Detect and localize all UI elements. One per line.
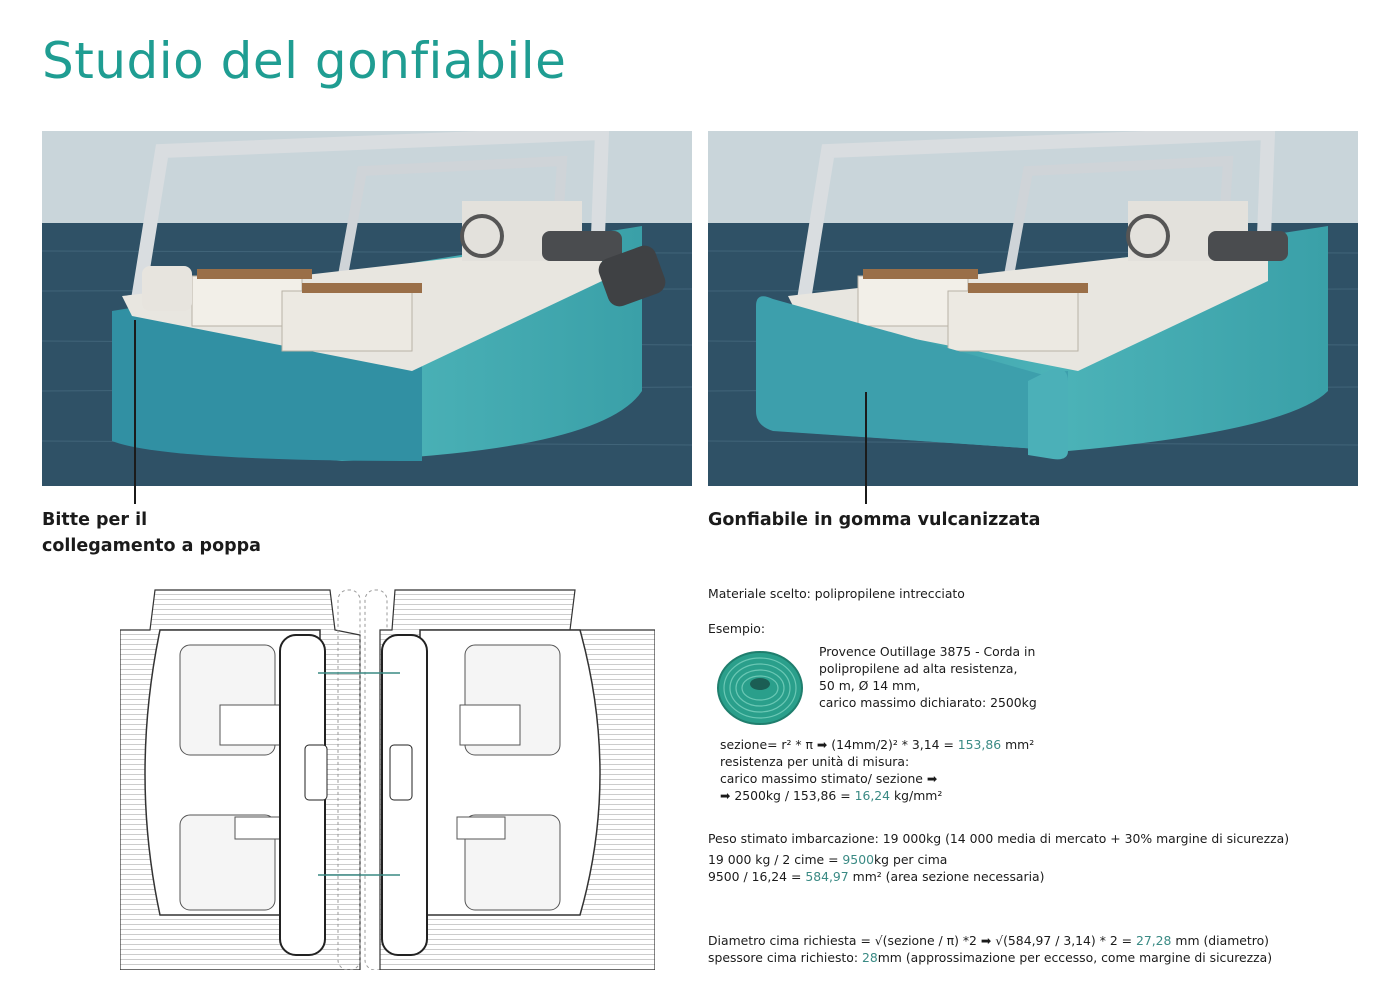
diameter-calculation — [708, 932, 1272, 966]
section-calculation — [720, 736, 1034, 804]
page-title: Studio del gonfiabile — [42, 32, 567, 90]
product-line-1: Provence Outillage 3875 - Corda in — [819, 644, 1036, 659]
weight-estimate — [708, 830, 1289, 885]
rope-coil-image — [716, 644, 804, 726]
diameter-line-1: Diametro cima richiesta = √(sezione / π) *2 ➡ √(584,97 / 3,14) * 2 = 27,28 mm (diametro) — [708, 933, 1269, 948]
plan-right-boat — [380, 590, 655, 970]
product-description — [819, 643, 1037, 711]
callout-line-bitts — [134, 320, 136, 504]
diameter-line-2: spessore cima richiesto: 28mm (approssimazione per eccesso, come margine di sicurezza) — [708, 950, 1273, 965]
boat-stern-illustration — [42, 131, 692, 486]
caption-bitts-line1: Bitte per il — [42, 510, 148, 530]
example-label: Esempio: — [708, 621, 766, 636]
resistance-value: 16,24 — [854, 788, 891, 803]
caption-inflatable: Gonfiabile in gomma vulcanizzata — [708, 510, 1041, 530]
load-per-line-value: 9500 — [842, 852, 874, 867]
boat-inflatable-illustration — [708, 131, 1358, 486]
caption-bitts-line2: collegamento a poppa — [42, 536, 261, 556]
diameter-value: 27,28 — [1135, 933, 1172, 948]
deck-plan-drawing — [120, 585, 655, 970]
boat-render-bitts — [42, 131, 692, 486]
resistance-line-2: carico massimo stimato/ sezione ➡ — [720, 771, 938, 786]
callout-line-inflatable — [865, 392, 867, 504]
resistance-result: ➡ 2500kg / 153,86 = 16,24 kg/mm² — [720, 788, 943, 803]
material-text: Materiale scelto: polipropilene intrecciato — [708, 586, 965, 601]
product-line-2: polipropilene ad alta resistenza, — [819, 661, 1018, 676]
caption-bitts — [42, 507, 261, 559]
weight-line-2: 19 000 kg / 2 cime = 9500kg per cima — [708, 852, 948, 867]
area-value: 584,97 — [805, 869, 849, 884]
product-line-3: 50 m, Ø 14 mm, — [819, 678, 921, 693]
boat-render-inflatable — [708, 131, 1358, 486]
weight-line-1: Peso stimato imbarcazione: 19 000kg (14 000 media di mercato + 30% margine di sicurezza) — [708, 831, 1290, 846]
section-value: 153,86 — [957, 737, 1002, 752]
section-formula: sezione= r² * π ➡ (14mm/2)² * 3,14 = 153,86 mm² — [720, 737, 1035, 752]
plan-left-boat — [120, 590, 360, 970]
product-line-4: carico massimo dichiarato: 2500kg — [819, 695, 1037, 710]
resistance-line-1: resistenza per unità di misura: — [720, 754, 910, 769]
weight-line-3: 9500 / 16,24 = 584,97 mm² (area sezione necessaria) — [708, 869, 1045, 884]
thickness-value: 28 — [861, 950, 878, 965]
